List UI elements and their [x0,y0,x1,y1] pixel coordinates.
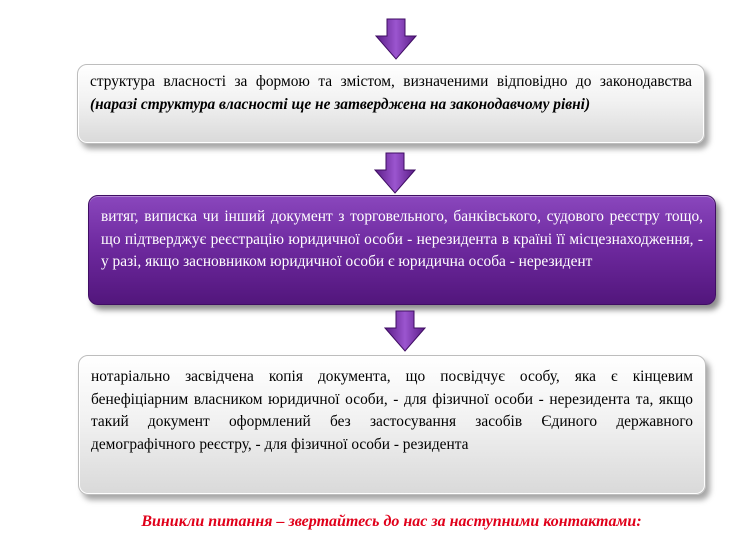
identity-document-box [78,355,706,495]
identity-document-text: нотаріально засвідчена копія документа, що посвідчує особу, яка є кінцевим бенефіціарним власником юридичної особи, - для фізичної особи - нерезидента та, якщо такий документ оформлений без застосування засобів Єдиного державного демографічного реєстру, - для фізичної особи - резидента [91,368,693,453]
arrow-down-icon [374,152,416,194]
registry-extract-box [88,195,716,305]
ownership-structure-box [77,64,705,144]
contact-prompt-text: Виникли питання – звертайтесь до нас за наступними контактами: [141,513,642,530]
arrow-down-icon [384,310,426,352]
ownership-structure-note: (наразі структура власності ще не затверджена на законодавчому рівні) [90,95,591,113]
ownership-structure-text: структура власності за формою та змістом, визначеними відповідно до законодавства [90,73,692,90]
arrow-down-icon [375,18,417,60]
registry-extract-text: витяг, виписка чи інший документ з торговельного, банківського, судового реєстру тощо, що підтверджує реєстрацію юридичної особи - нерезидента в країні її місцезнаходження, - у разі, якщо засновником юридичної особи є юридична особа - нерезидент [101,208,703,270]
contact-prompt [0,513,733,531]
